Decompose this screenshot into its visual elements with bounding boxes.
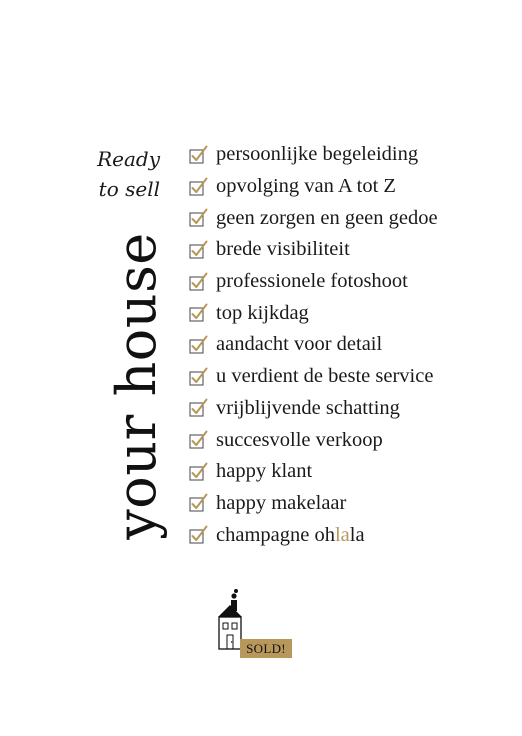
checked-box-icon bbox=[189, 493, 209, 513]
list-item bbox=[189, 266, 438, 298]
list-item-label: top kijkdag bbox=[216, 301, 309, 324]
list-item bbox=[189, 234, 438, 266]
checked-box-icon bbox=[189, 335, 209, 355]
list-item bbox=[189, 424, 438, 456]
list-item bbox=[189, 171, 438, 203]
checked-box-icon bbox=[189, 430, 209, 450]
list-item-label: brede visibiliteit bbox=[216, 238, 350, 261]
list-item-label-end: la bbox=[349, 523, 365, 546]
checked-box-icon bbox=[189, 240, 209, 260]
checked-box-icon bbox=[189, 525, 209, 545]
checked-box-icon bbox=[189, 303, 209, 323]
list-item-label-accent: la bbox=[334, 523, 350, 546]
list-item-label: professionele fotoshoot bbox=[216, 270, 408, 293]
tagline bbox=[88, 144, 160, 204]
list-item bbox=[189, 329, 438, 361]
sold-badge: SOLD! bbox=[240, 639, 292, 658]
list-item bbox=[189, 202, 438, 234]
list-item-label: u verdient de beste service bbox=[216, 365, 434, 388]
list-item-label-start: champagne oh bbox=[216, 523, 335, 546]
list-item-label: vrijblijvende schatting bbox=[216, 396, 400, 419]
checked-box-icon bbox=[189, 272, 209, 292]
tagline-line-1: Ready bbox=[97, 147, 160, 171]
checklist bbox=[189, 139, 438, 551]
list-item bbox=[189, 297, 438, 329]
list-item-label: happy klant bbox=[216, 460, 313, 483]
list-item bbox=[189, 456, 438, 488]
list-item-label: geen zorgen en geen gedoe bbox=[216, 206, 438, 229]
list-item bbox=[189, 393, 438, 425]
checked-box-icon bbox=[189, 145, 209, 165]
list-item-label: succesvolle verkoop bbox=[216, 428, 383, 451]
list-item bbox=[189, 139, 438, 171]
checked-box-icon bbox=[189, 177, 209, 197]
list-item-label: opvolging van A tot Z bbox=[216, 175, 396, 198]
list-item-label: aandacht voor detail bbox=[216, 333, 383, 356]
list-item bbox=[189, 361, 438, 393]
list-item bbox=[189, 488, 438, 520]
list-item-label: happy makelaar bbox=[216, 491, 347, 514]
checked-box-icon bbox=[189, 398, 209, 418]
checked-box-icon bbox=[189, 367, 209, 387]
list-item-label: persoonlijke begeleiding bbox=[216, 143, 419, 166]
list-item-label bbox=[216, 524, 365, 547]
tagline-line-2: to sell bbox=[98, 177, 160, 201]
checked-box-icon bbox=[189, 208, 209, 228]
list-item bbox=[189, 519, 438, 551]
page-title: your house bbox=[105, 232, 168, 540]
checked-box-icon bbox=[189, 462, 209, 482]
